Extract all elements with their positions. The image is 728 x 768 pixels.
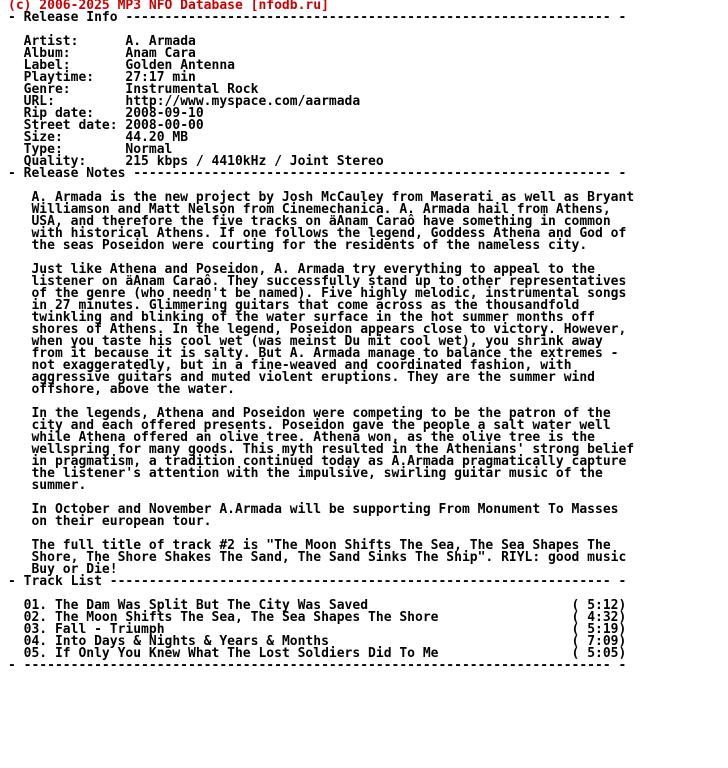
track-list-block [8,598,626,661]
info-label: Size: [8,130,126,145]
info-label: Playtime: [8,70,126,85]
header-credit: (c) 2006-2025 MP3 NFO Database [nfodb.ru] [8,0,329,13]
track-duration: ( 4:32) [571,610,627,625]
info-value: Instrumental Rock [125,82,259,97]
notes-paragraph: Just like Athena and Poseidon, A. Armada try everything to appeal to the listener on äAnam Caraô. They successfully stand up to other representatives of the genre (who needn't be named). Five highly melodic, instrumental songs in 27 minutes. Glimmering guitars that come across as the thousandfold twinkling and blinking of the water surface in the hot summer months off shores of Athens. In the legend, Poseidon appears close to victory. However, when you taste his cool wet (was meinst Du mit cool wet), you shrink away from it because it is salty. But A. Armada manage to balance the extremes - not exaggeratedly, but in a fine-weaved and coordinated fashion, with aggressive guitars and muted violent eruptions. They are the summer wind offshore, above the water. [31,262,627,397]
info-value: A. Armada [125,34,196,49]
track-duration: ( 7:09) [571,634,627,649]
release-info-block [8,34,384,169]
info-value: 2008-00-00 [125,118,204,133]
info-value: Anam Cara [125,46,196,61]
notes-paragraph: In the legends, Athena and Poseidon were competing to be the patron of the city and each offered presents. Poseidon gave the people a salt water well while Athena offered an olive tree. Athena won, as the olive tree is the wellspring for many goods. This myth resulted in the Athenians' strong belief in pragmatism, a tradition continued today as A.Armada pragmatically capture the listener's attention with the impulsive, swirling guitar music of the summer. [31,406,635,493]
track-number: 05. [8,646,55,661]
info-label: Album: [8,46,126,61]
info-label: Artist: [8,34,126,49]
section-header-track-list: - Track List ---------------------------------------------------------------- - [8,574,627,589]
track-title: Fall - Triumph [54,622,165,637]
track-title: Into Days & Nights & Years & Months [54,634,329,649]
track-duration: ( 5:05) [571,646,627,661]
track-duration: ( 5:19) [571,622,627,637]
info-value: http://www.myspace.com/aarmada [125,94,361,109]
info-value: 2008-09-10 [125,106,204,121]
section-header-release-notes: - Release Notes ------------------------------------------------------------- - [8,166,627,181]
track-title: The Dam Was Split But The City Was Saved [54,598,369,613]
info-label: Genre: [8,82,126,97]
track-number: 03. [8,622,55,637]
info-value: 44.20 MB [125,130,189,145]
info-value: 215 kbps / 4410kHz / Joint Stereo [125,154,384,169]
info-label: Quality: [8,154,126,169]
info-value: 27:17 min [125,70,196,85]
info-label: Street date: [8,118,126,133]
track-number: 02. [8,610,55,625]
release-notes-block [8,190,634,577]
footer-rule: - --------------------------------------------------------------------------- - [8,658,627,673]
info-label: Type: [8,142,126,157]
notes-paragraph: A. Armada is the new project by Josh McCauley from Maserati as well as Bryant Williamson and Matt Nelson from Cinemechanica. A. Armada hail from Athens, USA, and therefore the five tracks on äAnam Caraô have something in common with historical Athens. If one follows the legend, Goddess Athena and God of the seas Poseidon were courting for the residents of the nameless city. [31,190,635,253]
track-duration: ( 5:12) [571,598,627,613]
info-value: Golden Antenna [125,58,235,73]
info-label: Rip date: [8,106,126,121]
track-title: If Only You Knew What The Lost Soldiers Did To Me [54,646,439,661]
notes-paragraph: In October and November A.Armada will be supporting From Monument To Masses on their european tour. [31,502,619,529]
info-label: URL: [8,94,126,109]
track-number: 04. [8,634,55,649]
info-value: Normal [125,142,173,157]
track-title: The Moon Shifts The Sea, The Sea Shapes The Shore [54,610,439,625]
notes-paragraph: The full title of track #2 is "The Moon Shifts The Sea, The Sea Shapes The Shore, The Shore Shakes The Sand, The Sand Sinks The Ship". RIYL: good music Buy or Die! [31,538,627,577]
section-header-release-info: - Release Info -------------------------------------------------------------- - [8,10,627,25]
track-number: 01. [8,598,55,613]
info-label: Label: [8,58,126,73]
